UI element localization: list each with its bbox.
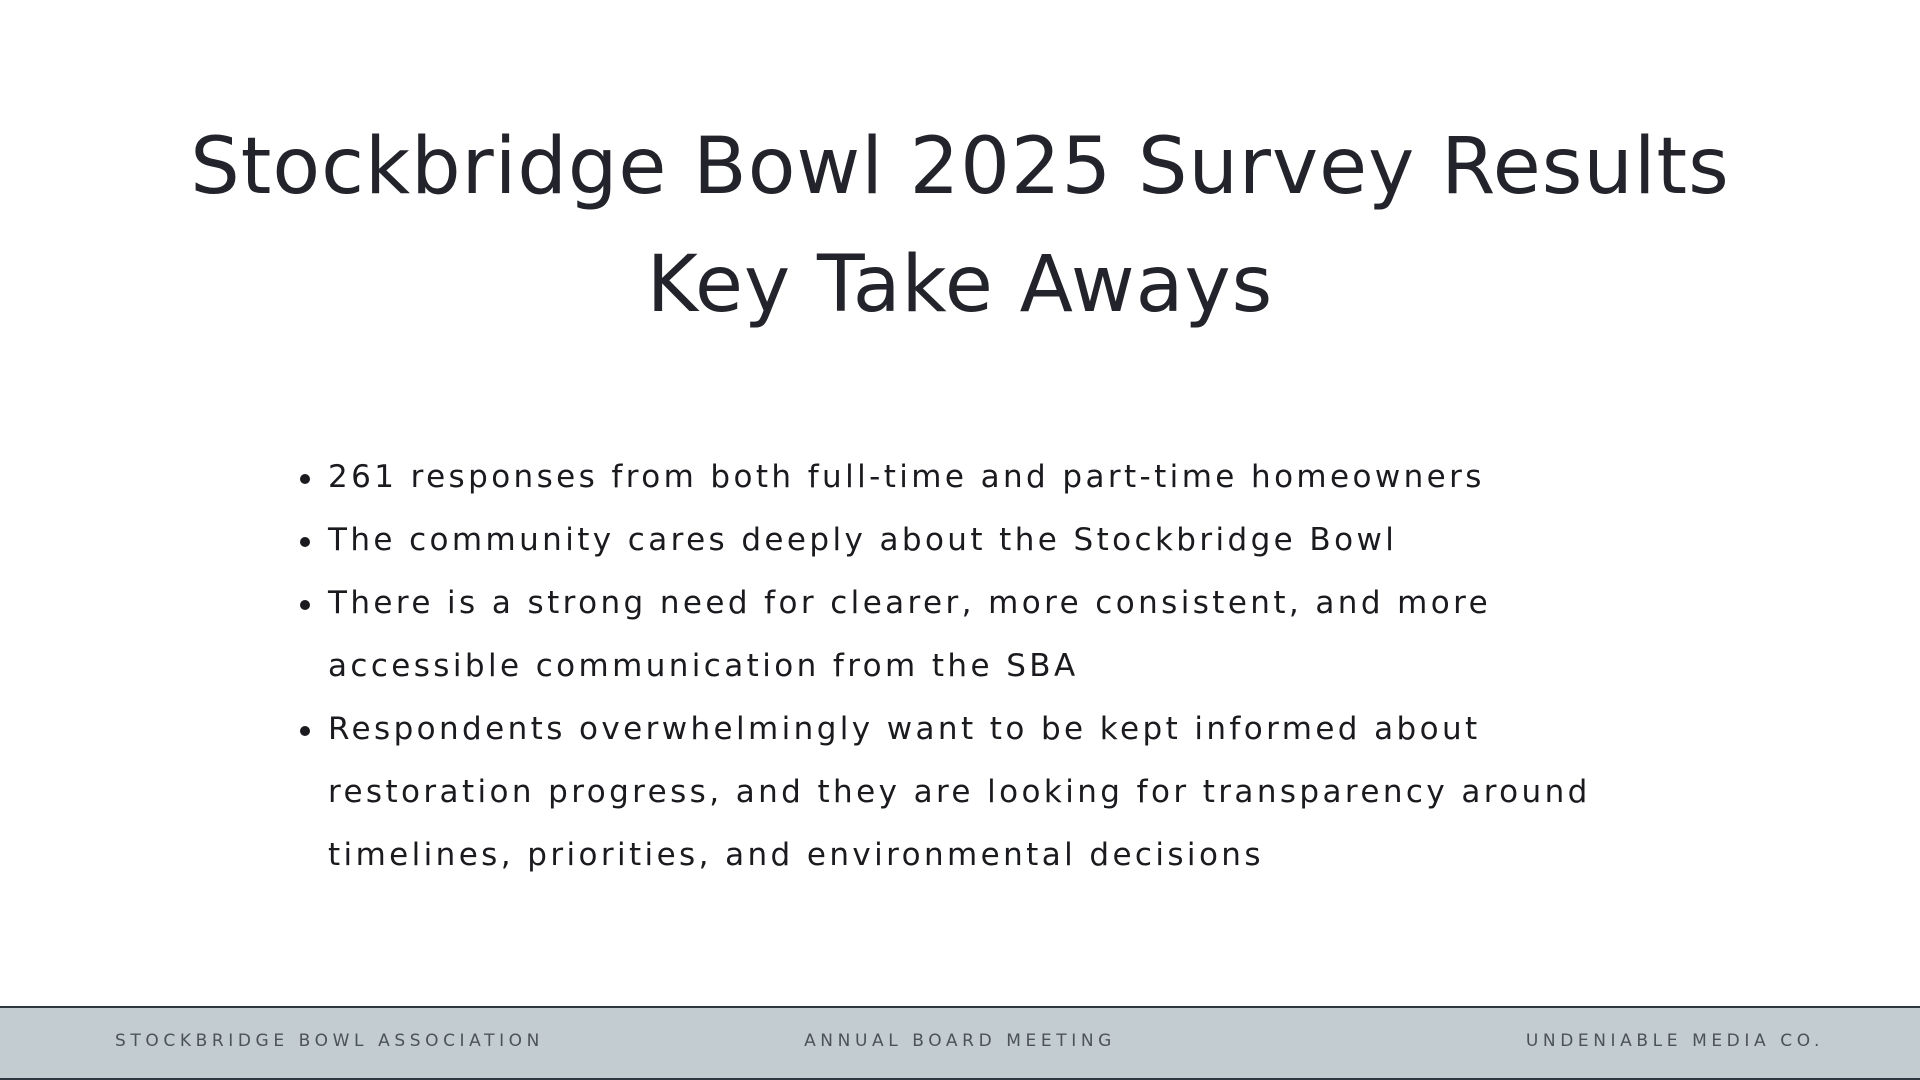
takeaways-list: [298, 446, 1668, 887]
bullet-icon: [300, 726, 310, 736]
list-item-text: 261 responses from both full-time and part-time homeowners: [328, 459, 1485, 495]
slide-title: [0, 108, 1920, 344]
footer-event: ANNUAL BOARD MEETING: [804, 1031, 1116, 1051]
footer-organization: STOCKBRIDGE BOWL ASSOCIATION: [115, 1031, 544, 1051]
list-item-text: The community cares deeply about the Stockbridge Bowl: [328, 522, 1398, 558]
list-item: [298, 572, 1668, 698]
footer-producer: UNDENIABLE MEDIA CO.: [1525, 1031, 1824, 1051]
list-item: [298, 446, 1668, 509]
title-line-1: Stockbridge Bowl 2025 Survey Results: [190, 122, 1730, 212]
list-item: [298, 509, 1668, 572]
bullet-icon: [300, 474, 310, 484]
list-item-text: Respondents overwhelmingly want to be kept informed about restoration progress, and they are looking for transparency around timelines, priorities, and environmental decisions: [328, 711, 1591, 873]
list-item: [298, 698, 1668, 887]
title-line-2: Key Take Aways: [646, 240, 1274, 330]
footer-bar: [0, 1006, 1920, 1080]
bullet-icon: [300, 537, 310, 547]
bullet-icon: [300, 600, 310, 610]
list-item-text: There is a strong need for clearer, more consistent, and more accessible communication from the SBA: [328, 585, 1492, 684]
